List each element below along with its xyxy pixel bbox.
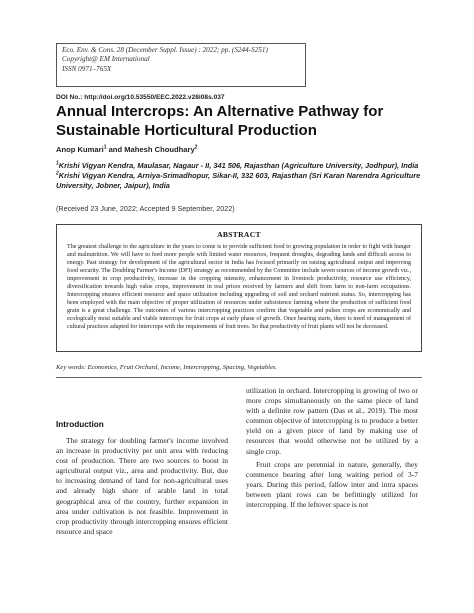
abstract-text: The greatest challenge to the agriculture in the years to come is to provide sufficient food to growing population in order to fight with hunger and malnutrition. We will have to feed more people with limited water resources, frequent droughts, degrading lands and difficult access to energy. Past strategy for development of the agricultural sector in India has focused primarily on raising agricultural output and improving food security. The Doubling Farmer's Income (DFI) strategy as recommended by the Committee include seven sources of income growth viz., improvement in crop productivity, increase in the cropping intensity, enhancement in livestock productivity, resource use efficiency, diversification towards high value crops, improvement in real prices received by farmers and shift from farm to non-farm occupations. Intercropping ensures efficient resource and space utilization including upgrading of soil and orchard nutrient status. So, intercropping has been employed with the main objective of proper utilization of resources under subsistence farming where the production of sufficient food grain is a great challenge. The outcomes of various intercropping practices confirm that vegetable and pulses crops are economically and ecologically most suitable and viable intercrops for fruit crops at early phase of growth. Once bearing starts, there is need of management of cultural practices adapted for intercrops with the requirements of fruit trees. So that productivity of fruit plants will not be decreased.: [67, 244, 411, 331]
abstract-box: [56, 224, 422, 352]
keywords: [56, 364, 422, 371]
section-heading: Introduction: [56, 420, 104, 429]
journal-issn: ISSN 0971–765X: [62, 64, 112, 73]
doi-line[interactable]: DOI No.: http://doi.org/10.53550/EEC.2022.v28i08s.037: [56, 94, 225, 101]
author-name: Mahesh Choudhary: [124, 145, 195, 154]
affiliation-text: Krishi Vigyan Kendra, Maulasar, Nagaur - II, 341 506, Rajasthan (Agriculture University, Jodhpur), India: [58, 161, 419, 170]
affiliation-sup: 2: [56, 170, 59, 177]
journal-copyright: Copyright@ EM International: [62, 55, 150, 64]
left-column: [56, 436, 228, 537]
paper-title: Annual Intercrops: An Alternative Pathway for Sustainable Horticultural Production: [56, 103, 384, 139]
paragraph: utilization in orchard. Intercropping is growing of two or more crops simultaneously on the same piece of land with a definite row pattern (Das et al., 2019). The most common objective of intercropping is to produce a better yield on a given piece of land by making use of resources that would otherwise not be utilized by a single crop.: [246, 386, 418, 456]
journal-info-box: [56, 43, 306, 87]
author-affil-sup: 2: [194, 144, 198, 151]
paragraph: The strategy for doubling farmer's income involved an increase in productivity per unit area with reducing cost of production. There are two sources to boost in agricultural output viz., area and productivity. But, due to increasing demand of land for non-agricultural uses and already high share of arable land in total geographical area of the country, further expansion in area under cultivation is not feasible. Improvement in crop productivity through intercropping ensures efficient resource and space: [56, 436, 228, 536]
right-column: [246, 386, 418, 510]
keywords-label: Key words: [56, 364, 84, 371]
affiliation-text: Krishi Vigyan Kendra, Arniya-Srimadhopur, Sikar-II, 332 603, Rajasthan (Sri Karan Narendra Agriculture University, Jobner, Jaipur), India: [56, 171, 421, 191]
author-connector: and: [106, 145, 125, 154]
author-affil-sup: 1: [103, 144, 107, 151]
keywords-text: : Economics, Fruit Orchard, Income, Intercropping, Spacing, Vegetables.: [83, 364, 278, 371]
affiliation-item: [56, 161, 436, 171]
abstract-heading: ABSTRACT: [217, 230, 261, 239]
received-dates: (Received 23 June, 2022; Accepted 9 September, 2022): [56, 204, 235, 213]
affiliation-item: [56, 171, 436, 191]
author-name: Anop Kumari: [56, 145, 104, 154]
journal-citation: Eco. Env. & Cons. 28 (December Suppl. Issue) : 2022; pp. (S244-S251): [62, 46, 268, 54]
paragraph: Fruit crops are perennial in nature, generally, they commence bearing after long waiting period of 3-7 years. During this period, fallow inter and intra spaces between plant rows can be befittingly utilized for intercropping. If the leftover space is not: [246, 459, 418, 510]
affiliations: [56, 161, 436, 192]
author-list: [56, 145, 197, 154]
divider: [56, 377, 422, 378]
affiliation-sup: 1: [56, 160, 59, 167]
